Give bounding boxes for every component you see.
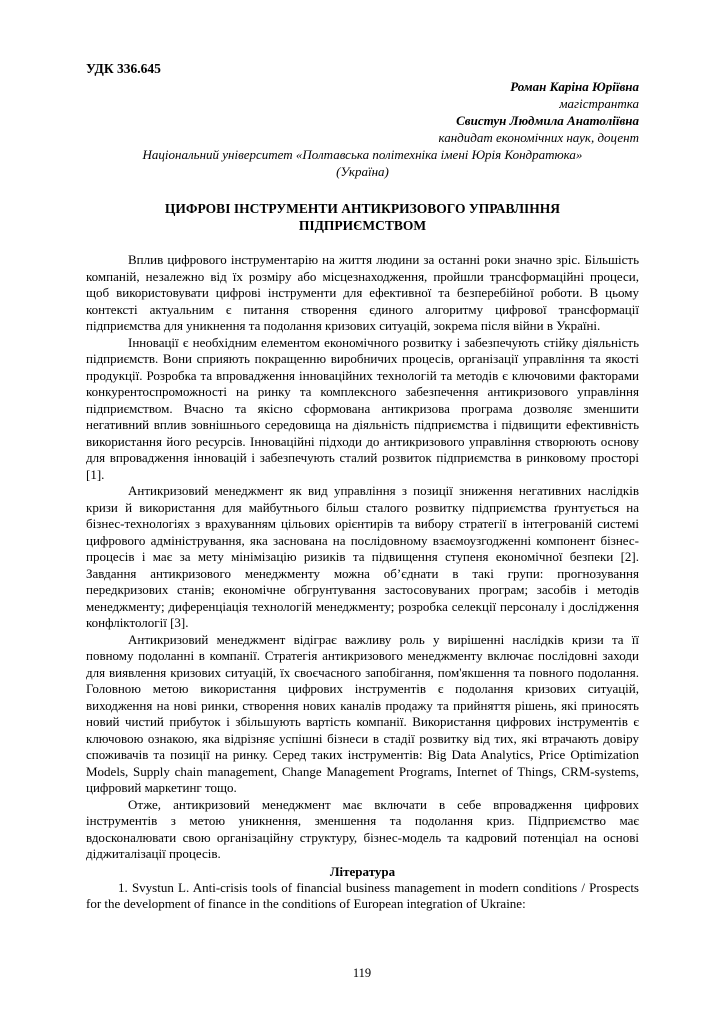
body-paragraph: Вплив цифрового інструментарію на життя людини за останні роки значно зріс. Більшість компаній, незалежно від їх розміру або місцезнаходження, пройшли трансформаційні процеси, щоб використовувати цифрові інструменти для ефективної та безперебійної роботи. В цьому контексті актуальним є питання створення єдиного алгоритму цифрової трансформації підприємства для уникнення та подолання кризових ситуацій, зокрема після війни в Україні. <box>86 252 639 333</box>
author-role: магістрантка <box>559 96 639 111</box>
article-title: ЦИФРОВІ ІНСТРУМЕНТИ АНТИКРИЗОВОГО УПРАВЛІННЯ ПІДПРИЄМСТВОМ <box>164 201 561 233</box>
udc-code: УДК 336.645 <box>86 61 161 76</box>
authors-block <box>86 78 639 146</box>
body-paragraph: Антикризовий менеджмент як вид управління з позиції зниження негативних наслідків кризи й використання для майбутнього більш сталого розвитку підприємства ґрунтується на бізнес-технологіях з врахуванням цільових орієнтирів та вибору стратегії в інтегрованій системі цифрового адміністрування, яка заснована на послідовному взаємоузгодженні компонент бізнес-процесів і має за мету мінімізацію ризиків та підвищення ступеня економічної безпеки [2]. Завдання антикризового менеджменту можна об’єднати в такі групи: прогнозування передкризових станів; економічне обгрунтування застосовуваних програм; засобів і методів менеджменту; диференціація технологій менеджменту; розробка селекції персоналу і дослідження конфліктології [3]. <box>86 483 639 630</box>
article-page <box>86 60 639 913</box>
body-paragraph: Антикризовий менеджмент відіграє важливу роль у вирішенні наслідків кризи та її повному подоланні в компанії. Стратегія антикризового менеджменту включає послідовні заходи для виявлення кризових ситуацій, їх своєчасного запобігання, пом'якшення та повного подолання. Головною метою використання цифрових інструментів є подолання кризових ситуацій, виходження на нові ринки, створення нових каналів продажу та прийняття рішень, які приносять новий чистий прибуток і збільшують вартість компанії. Використання цифрових інструментів є ключовою ознакою, яка відрізняє успішні бізнеси в стадії розвитку від тих, які втрачають довіру споживачів та позиції на ринку. Серед таких інструментів: Big Data Analytics, Price Optimization Models, Supply chain management, Change Management Programs, Internet of Things, CRM-systems, цифровий маркетинг тощо. <box>86 631 639 795</box>
affiliation-institution: Національний університет «Полтавська політехніка імені Юрія Кондратюка» <box>142 147 583 162</box>
reference-item: 1. Svystun L. Anti-crisis tools of financial business management in modern conditions / Prospects for the development of finance in the conditions of European integration of Ukraine: <box>86 879 639 911</box>
page-number: 119 <box>352 966 372 980</box>
author-name: Роман Каріна Юріївна <box>510 79 639 94</box>
author-role: кандидат економічних наук, доцент <box>438 130 639 145</box>
affiliation <box>86 146 639 180</box>
affiliation-country: (Україна) <box>336 164 389 179</box>
references-heading: Література <box>329 863 396 879</box>
author-name: Свистун Людмила Анатоліївна <box>456 113 639 128</box>
body-paragraph: Інновації є необхідним елементом економічного розвитку і забезпечують стійку діяльність підприємств. Вони сприяють покращенню виробничих процесів, організації управління та якості продукції. Розробка та впровадження інноваційних технологій та методів є ключовими факторами конкурентоспроможності на ринку та комплексного забезпечення антикризового управління підприємством. Вчасно та якісно сформована антикризова програма дозволяє зменшити негативний вплив зовнішнього середовища на діяльність підприємства і підвищити ефективність використання його ресурсів. Інноваційні підходи до антикризового управління створюють основу для впровадження інновацій і забезпечують сталий розвиток підприємства в ринковому просторі [1]. <box>86 334 639 482</box>
body-paragraph: Отже, антикризовий менеджмент має включати в себе впровадження цифрових інструментів з метою уникнення, зменшення та подолання криз. Підприємство має вдосконалювати свою організаційну структуру, бізнес-модель та кадровий потенціал на основі діджиталізації процесів. <box>86 796 639 861</box>
